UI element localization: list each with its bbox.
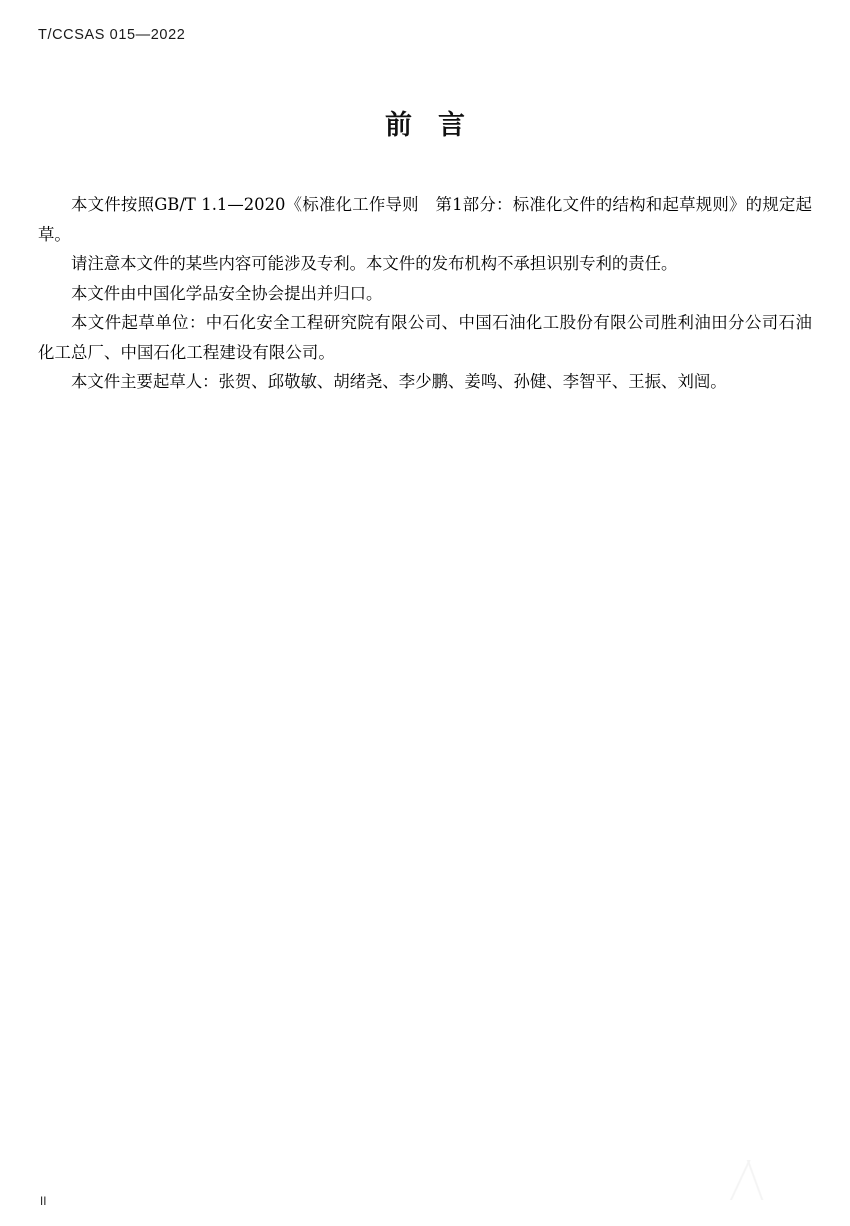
footer-page-number: II [40, 1196, 47, 1208]
paragraph: 请注意本文件的某些内容可能涉及专利。本文件的发布机构不承担识别专利的责任。 [71, 254, 678, 273]
paragraph: 本文件由中国化学品安全协会提出并归口。 [71, 283, 383, 303]
header-standard-code: T/CCSAS 015—2022 [38, 27, 186, 43]
paragraph: 本文件按照GB/T 1.1—2020《标准化工作导则 第1部分：标准化文件的结构和起草规则》的规定起草。 [38, 195, 812, 244]
page-title: 前言 [385, 110, 491, 141]
foreword-body [38, 190, 812, 397]
paragraph: 本文件起草单位：中石化安全工程研究院有限公司、中国石油化工股份有限公司胜利油田分公司石油化工总厂、中国石化工程建设有限公司。 [38, 313, 812, 362]
paragraph: 本文件主要起草人：张贺、邱敬敏、胡绪尧、李少鹏、姜鸣、孙健、李智平、王振、刘闿。 [71, 372, 727, 391]
watermark-smudge [698, 1160, 788, 1200]
